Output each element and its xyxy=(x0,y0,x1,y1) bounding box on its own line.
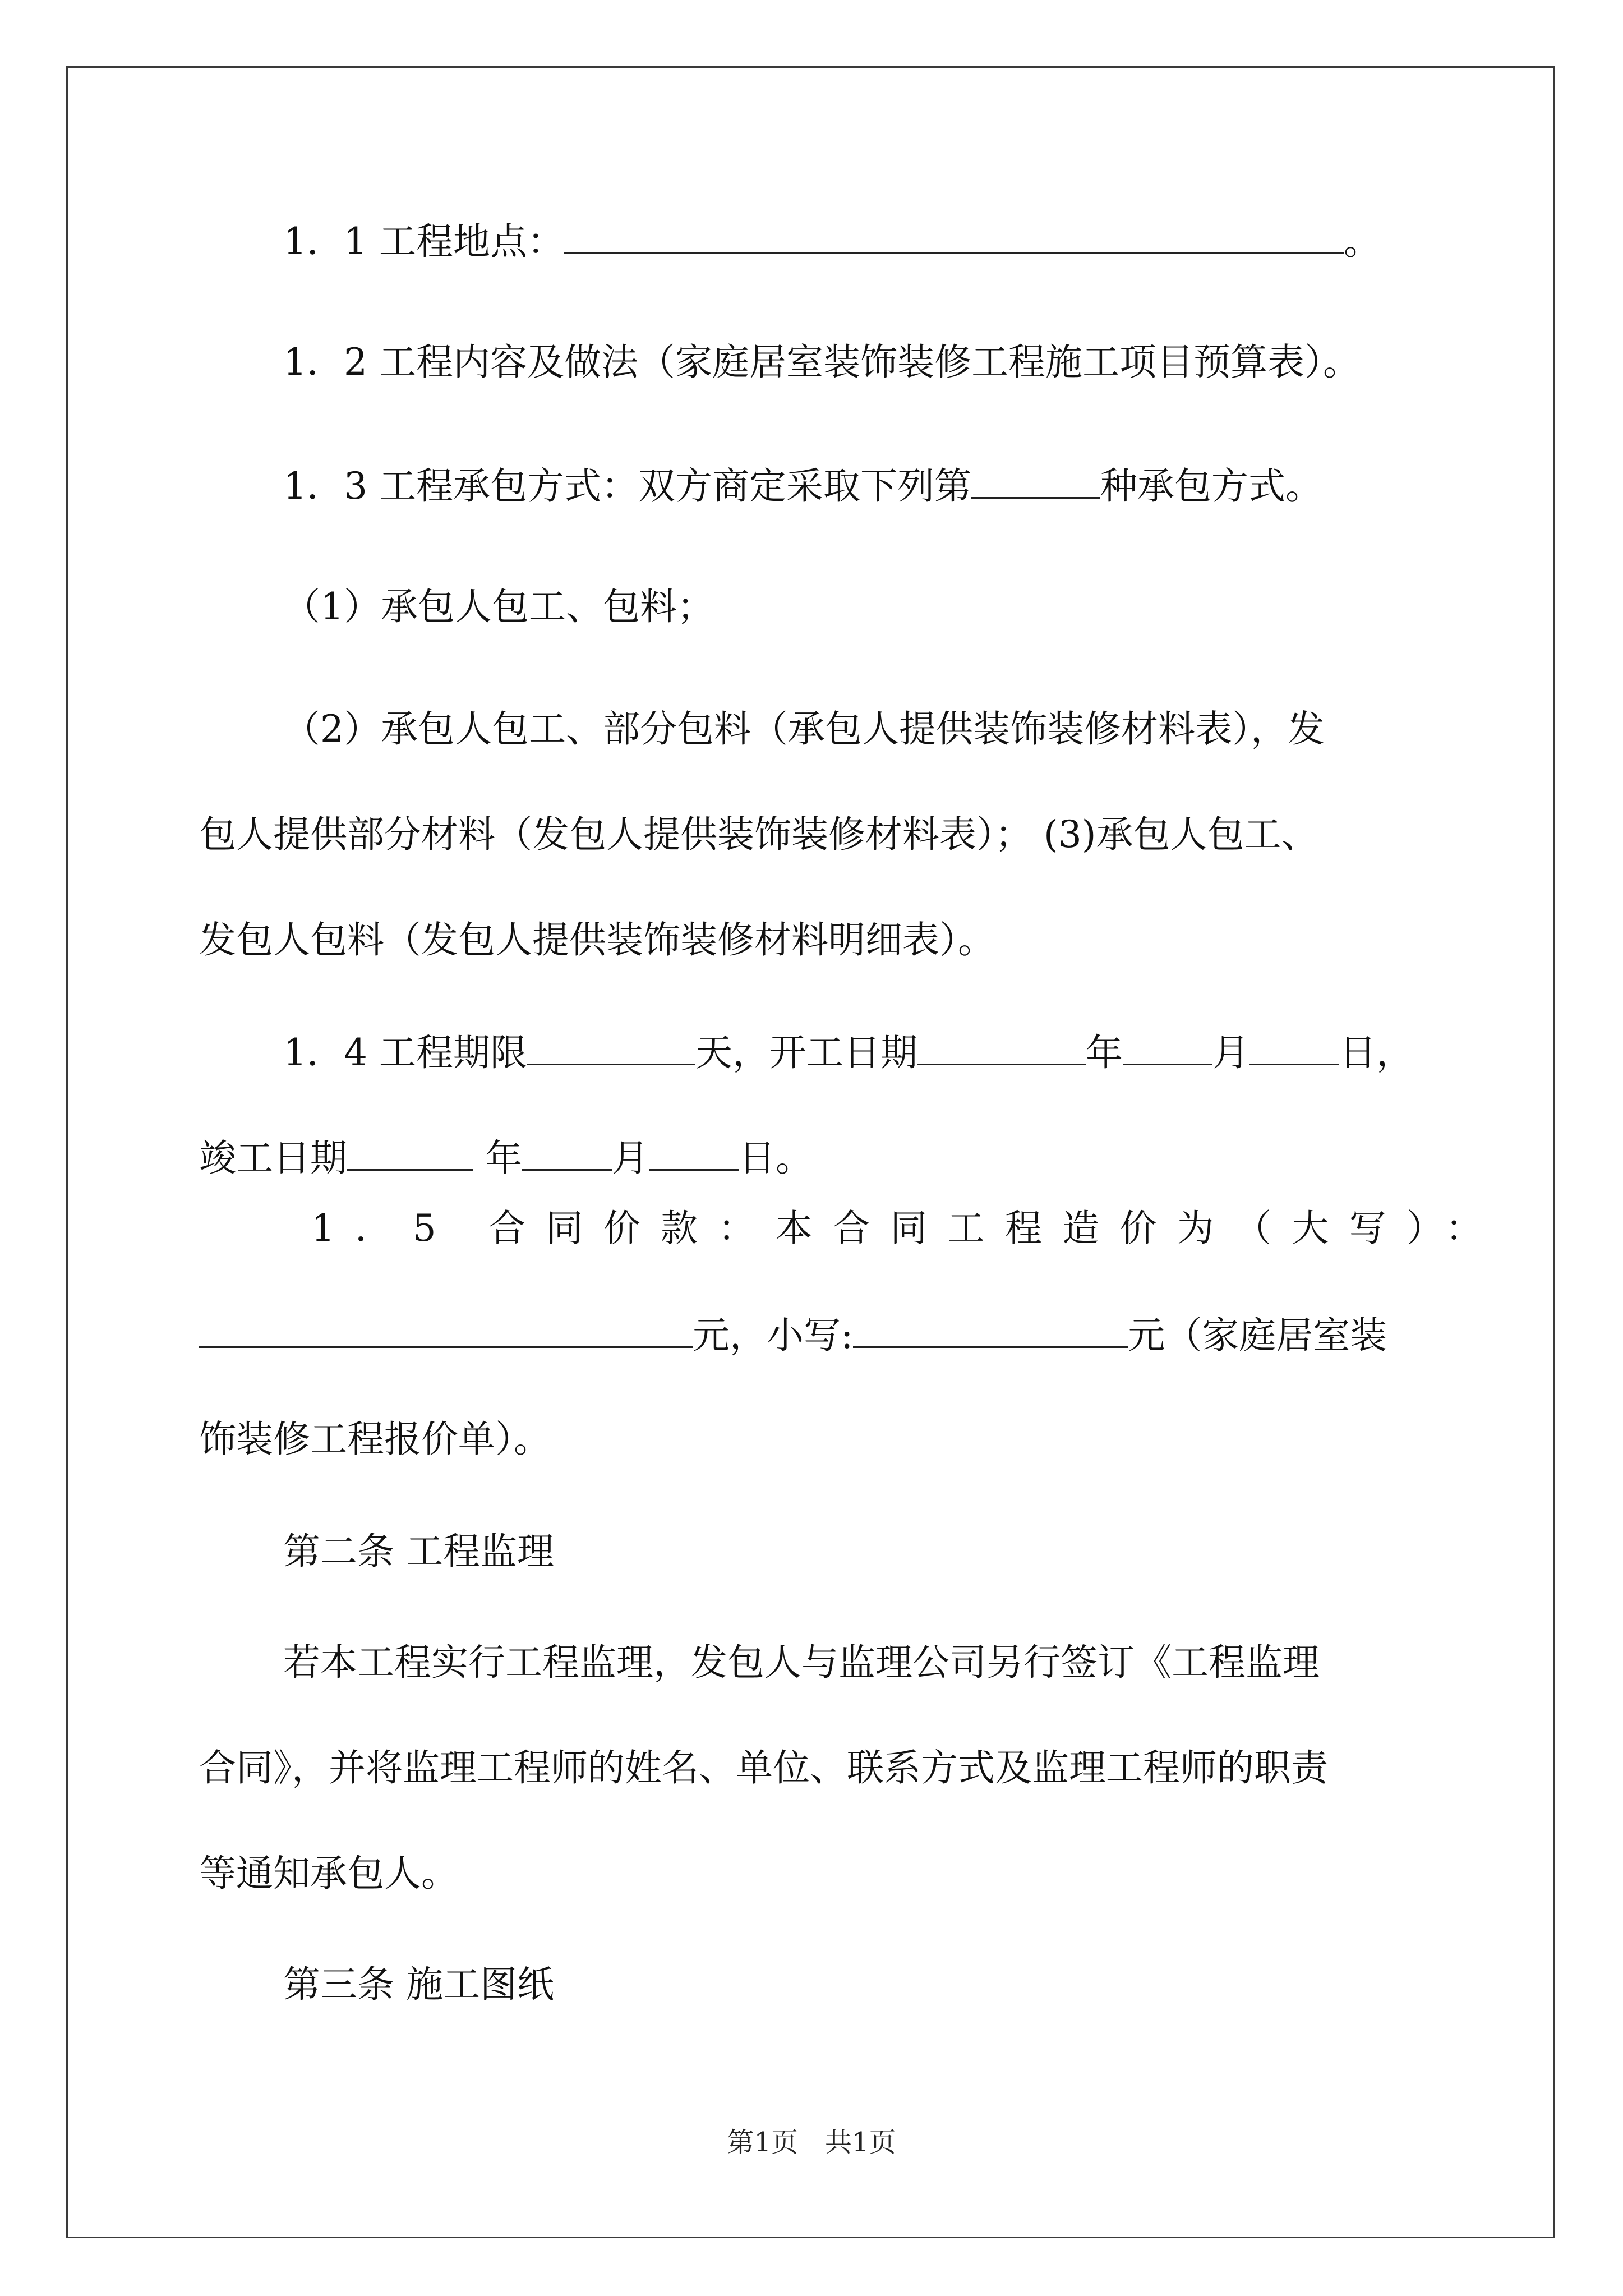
option-1: （1）承包人包工、包料； xyxy=(283,585,714,628)
completion-date: 竣工日期 年 月 日。 xyxy=(199,1130,1433,1185)
option-3-line: 发包人包料（发包人提供装饰装修材料明细表）。 xyxy=(199,918,995,961)
blank-end-day[interactable] xyxy=(649,1130,739,1171)
clause-1-1-label: 1．1 工程地点： xyxy=(283,220,564,263)
blank-start-month[interactable] xyxy=(1123,1024,1212,1065)
blank-start-year[interactable] xyxy=(917,1024,1086,1065)
clause-1-5: 1．5 合同价款：本合同工程造价为（大写）： xyxy=(311,1207,1503,1250)
article-2-text-3: 等通知承包人。 xyxy=(199,1852,458,1895)
option-2-line-2: 包人提供部分材料（发包人提供装饰装修材料表）； (3)承包人包工、 xyxy=(199,813,1318,856)
article-3-heading: 第三条 施工图纸 xyxy=(283,1963,554,2006)
blank-project-location[interactable] xyxy=(564,213,1344,254)
clause-1-1: 1．1 工程地点： 。 xyxy=(283,213,1517,269)
blank-end-month[interactable] xyxy=(522,1130,612,1171)
clause-1-3: 1．3 工程承包方式：双方商定采取下列第 种承包方式。 xyxy=(283,458,1517,513)
blank-start-day[interactable] xyxy=(1249,1024,1339,1065)
article-2-heading: 第二条 工程监理 xyxy=(283,1530,554,1573)
price-note: 饰装修工程报价单）。 xyxy=(199,1418,551,1461)
blank-price-uppercase[interactable] xyxy=(199,1307,693,1348)
option-2-line-1: （2）承包人包工、部分包料（承包人提供装饰装修材料表），发 xyxy=(283,707,1325,751)
contract-price-line: 元，小写: 元（家庭居室装 xyxy=(199,1307,1433,1363)
clause-1-2: 1．2 工程内容及做法（家庭居室装饰装修工程施工项目预算表）。 xyxy=(283,341,1360,384)
blank-price-lowercase[interactable] xyxy=(853,1307,1128,1348)
clause-1-4: 1．4 工程期限 天，开工日期 年 月 日， xyxy=(283,1024,1517,1080)
article-2-text-1: 若本工程实行工程监理，发包人与监理公司另行签订《工程监理 xyxy=(283,1641,1320,1684)
blank-contract-mode[interactable] xyxy=(971,458,1100,499)
blank-end-year[interactable] xyxy=(347,1130,473,1171)
page-footer: 第1页 共1页 xyxy=(727,2127,896,2158)
article-2-text-2: 合同》，并将监理工程师的姓名、单位、联系方式及监理工程师的职责 xyxy=(199,1746,1328,1789)
blank-duration-days[interactable] xyxy=(527,1024,695,1065)
